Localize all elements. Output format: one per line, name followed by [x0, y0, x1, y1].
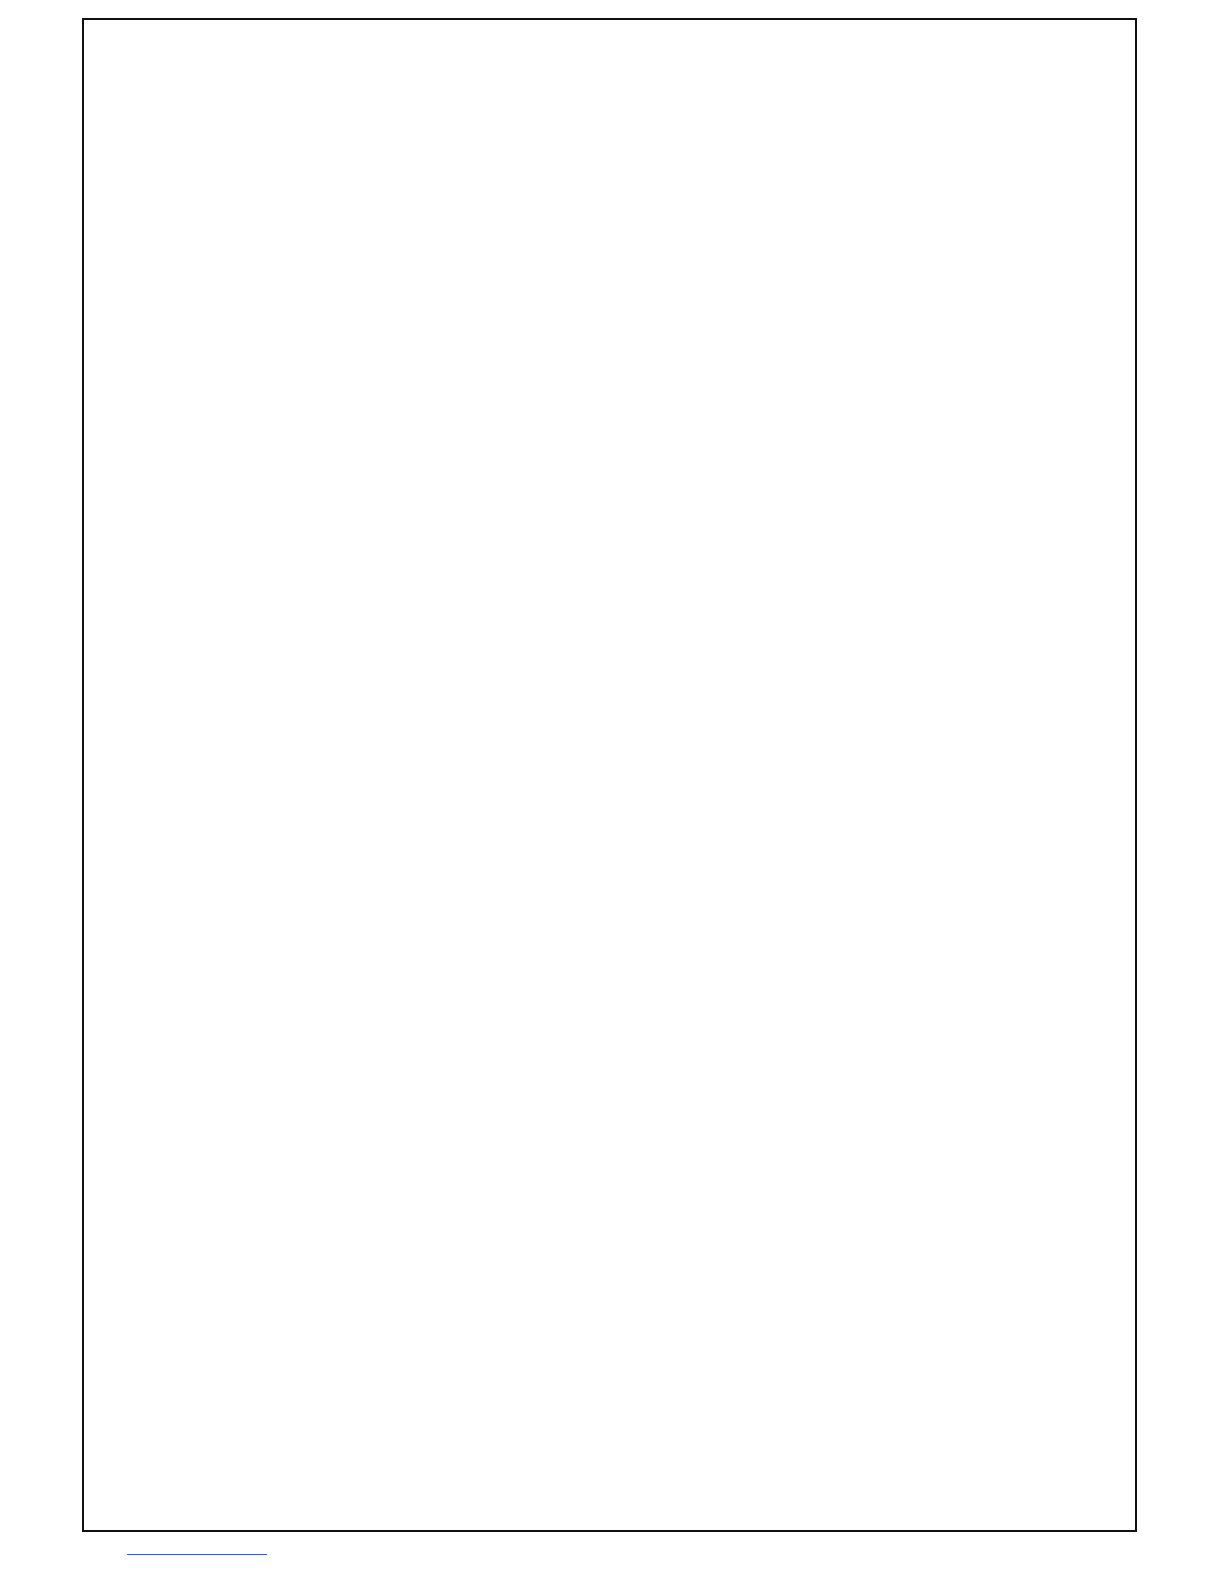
parts-grid [100, 34, 1116, 1512]
footer-link-underline [127, 1554, 267, 1555]
